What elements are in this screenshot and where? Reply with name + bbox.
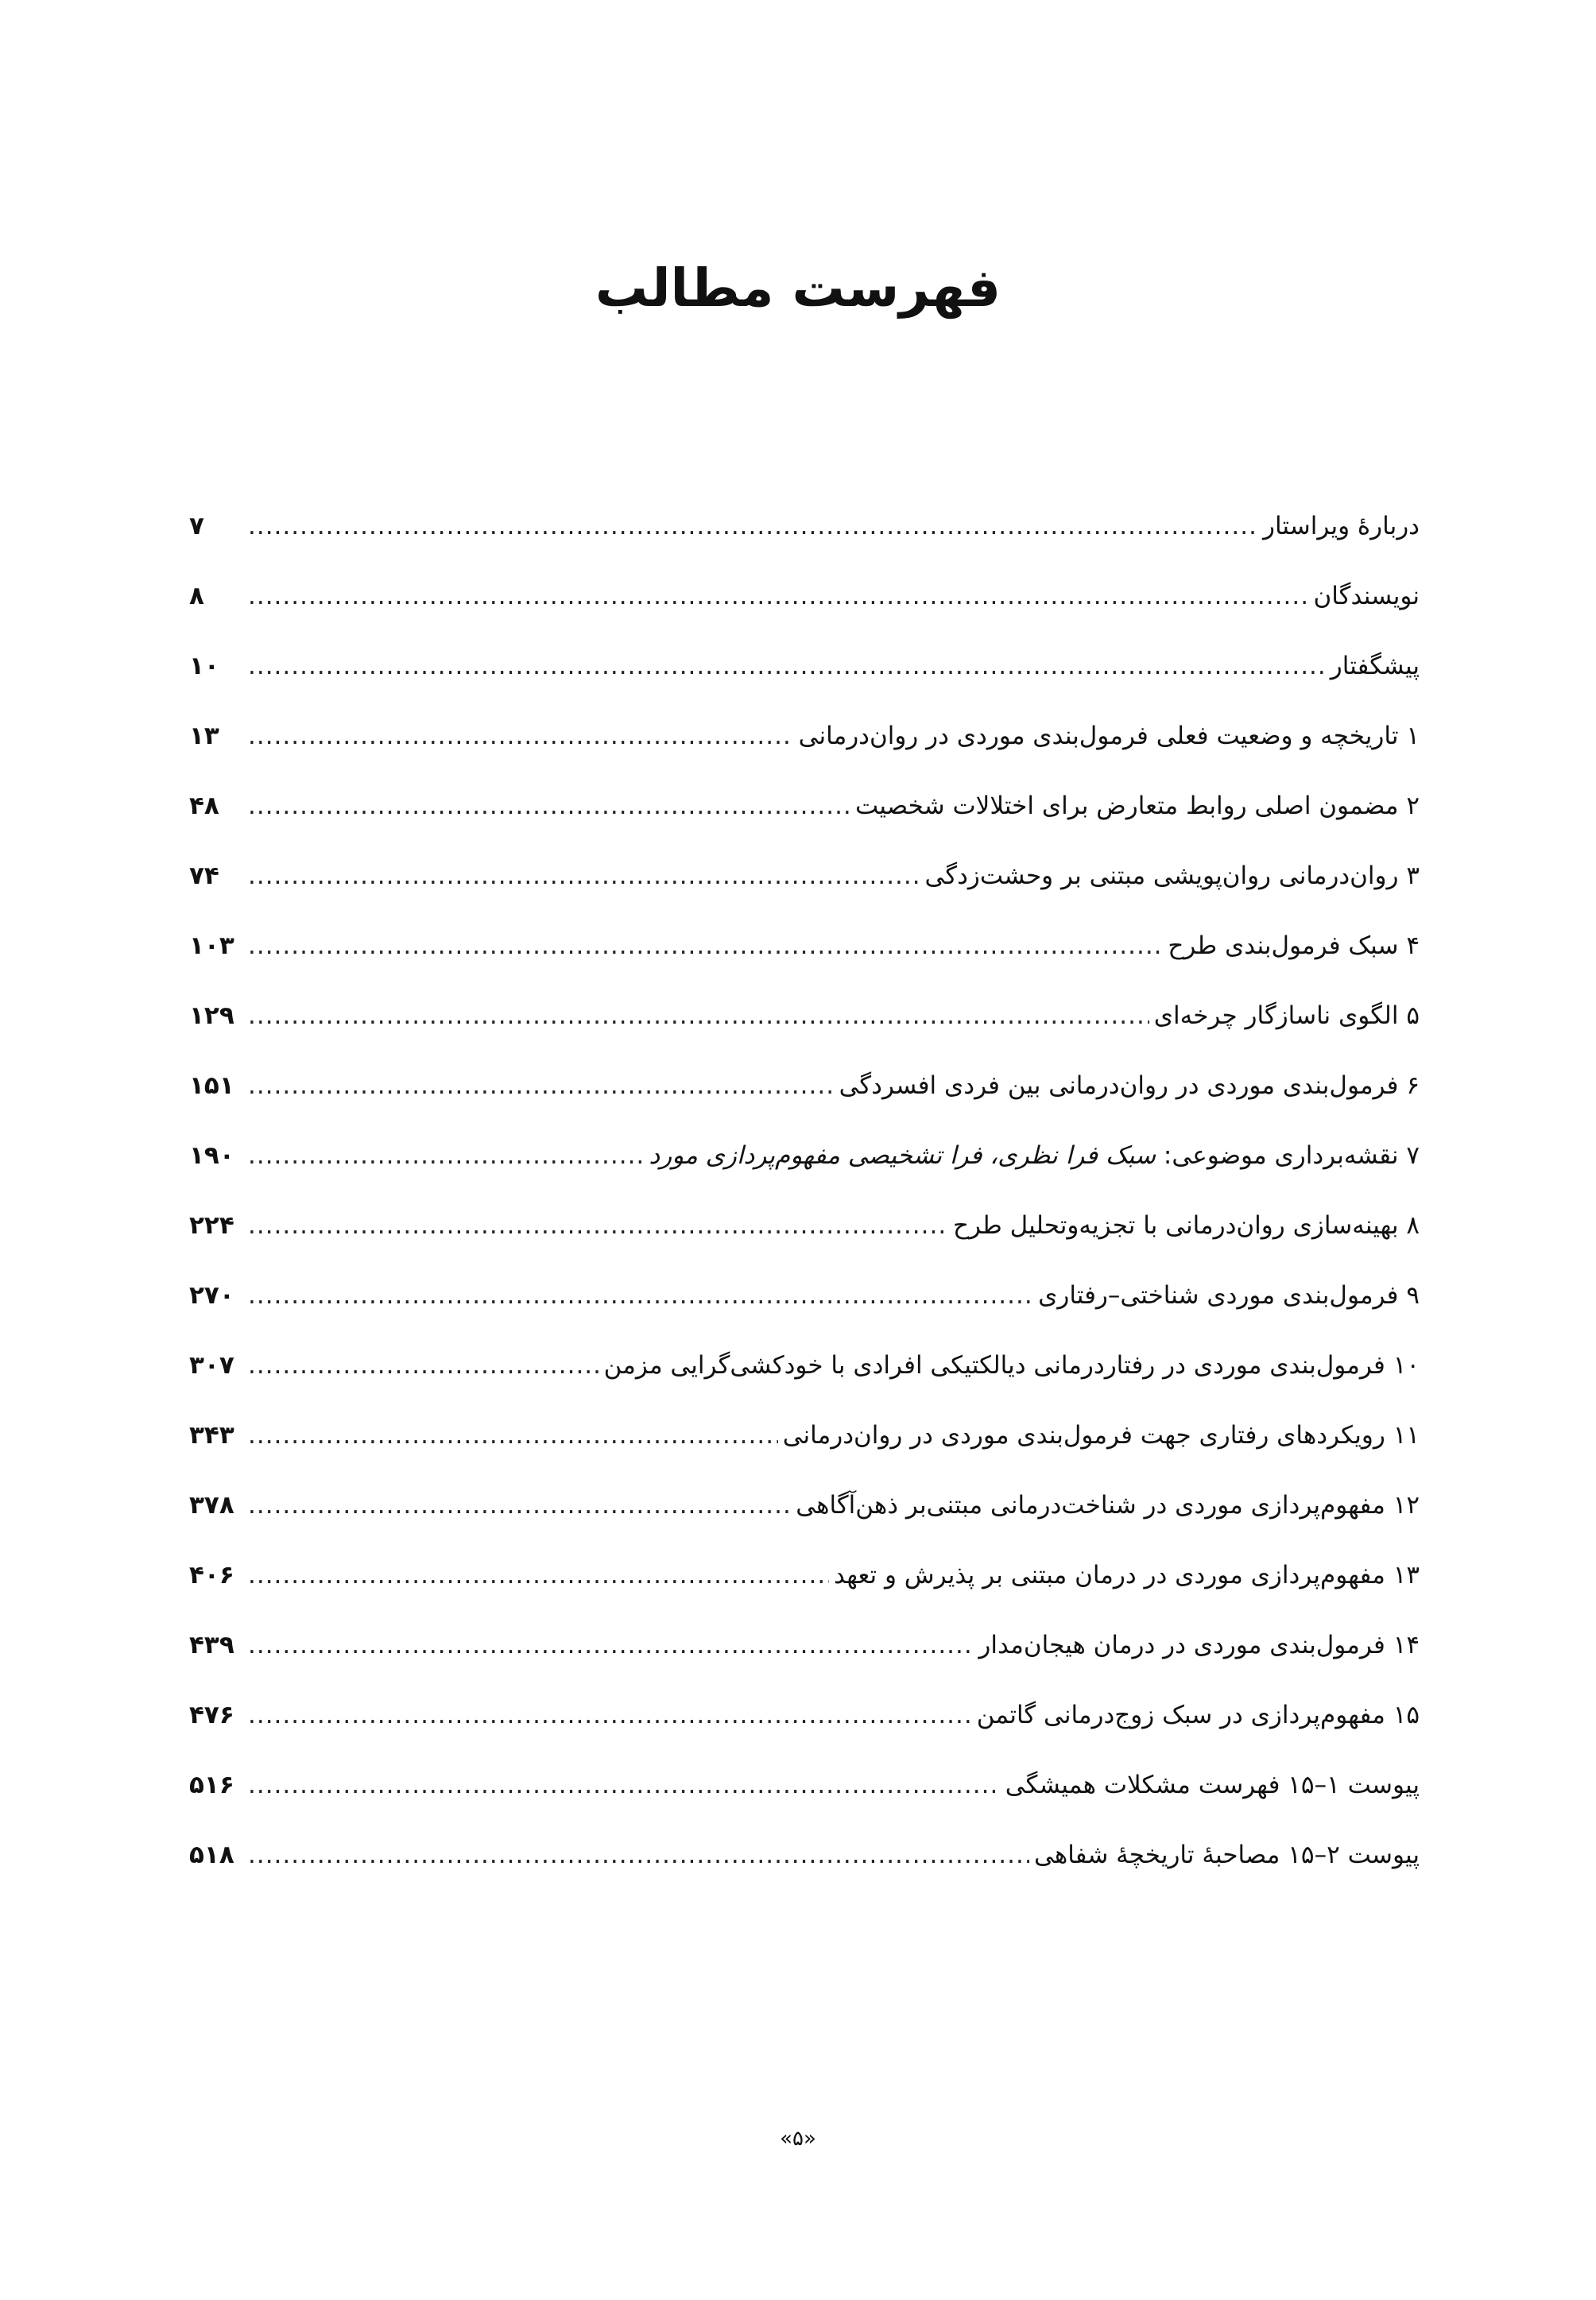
toc-dot-leader <box>248 1470 791 1540</box>
toc-entry-title-text: ۸ بهینه‌سازی روان‌درمانی با تجزیه‌وتحلیل طرح <box>953 1211 1420 1240</box>
toc-dot-leader <box>248 701 794 771</box>
page-number: «۵» <box>780 2127 816 2151</box>
toc-entry-title <box>972 1680 1420 1750</box>
toc-entry-page: ۴۸ <box>189 792 219 820</box>
toc-entry <box>189 491 1420 561</box>
toc-dot-leader <box>248 1680 972 1750</box>
toc-dot-leader <box>248 841 920 911</box>
toc-entry-title-text: ۶ فرمول‌بندی موردی در روان‌درمانی بین فردی افسردگی <box>839 1071 1420 1100</box>
toc-entry-title-text: پیشگفتار <box>1330 652 1420 680</box>
toc-entry <box>189 1540 1420 1610</box>
toc-entry-page: ۱۲۹ <box>189 1001 234 1030</box>
toc-entry-title <box>599 1330 1420 1400</box>
toc-entry <box>189 701 1420 771</box>
toc-entry <box>189 1051 1420 1121</box>
toc-entry-page: ۱۹۰ <box>189 1141 234 1170</box>
toc-entry-page: ۴۳۹ <box>189 1631 234 1659</box>
toc-entry-title <box>791 1470 1420 1540</box>
toc-entry-title <box>1033 1260 1420 1330</box>
toc-entry-title <box>835 1051 1420 1121</box>
toc-entry <box>189 1680 1420 1750</box>
toc-entry-page: ۷۴ <box>189 862 219 890</box>
toc-entry <box>189 1750 1420 1820</box>
toc-entry-page: ۵۱۸ <box>189 1841 234 1869</box>
toc-entry <box>189 981 1420 1051</box>
toc-entry-page: ۵۱۶ <box>189 1771 234 1799</box>
toc-dot-leader <box>248 1260 1033 1330</box>
toc-entry-title-text: ۳ روان‌درمانی روان‌پویشی مبتنی بر وحشت‌زدگی <box>924 862 1420 890</box>
toc-entry-title <box>778 1400 1420 1470</box>
toc-entry-title-italic: سبک فرا نظری، فرا تشخیصی مفهوم‌پردازی مورد <box>649 1141 1156 1170</box>
table-of-contents <box>189 491 1420 1890</box>
toc-entry-title-text: ۱۱ رویکردهای رفتاری جهت فرمول‌بندی موردی در روان‌درمانی <box>782 1421 1420 1450</box>
toc-entry-title-text: نویسندگان <box>1313 582 1420 610</box>
toc-entry <box>189 1191 1420 1260</box>
toc-dot-leader <box>248 1820 1029 1890</box>
toc-entry-title-text: پیوست ۲–۱۵ مصاحبۀ تاریخچۀ شفاهی <box>1034 1841 1420 1869</box>
toc-dot-leader <box>248 631 1326 701</box>
toc-entry-title-text: ۱۲ مفهوم‌پردازی موردی در شناخت‌درمانی مبتنی‌بر ذهن‌آگاهی <box>796 1491 1420 1520</box>
toc-entry <box>189 771 1420 841</box>
toc-entry-title <box>850 771 1420 841</box>
toc-entry-page: ۴۰۶ <box>189 1561 234 1589</box>
toc-dot-leader <box>248 1610 974 1680</box>
toc-entry-title <box>829 1540 1420 1610</box>
toc-dot-leader <box>248 561 1308 631</box>
toc-entry-page: ۲۲۴ <box>189 1211 234 1240</box>
page-title: فهرست مطالب <box>595 257 1001 319</box>
toc-dot-leader <box>248 1540 829 1610</box>
toc-entry-page: ۱۵۱ <box>189 1071 234 1100</box>
toc-entry-title-text: ۱۴ فرمول‌بندی موردی در درمان هیجان‌مدار <box>978 1631 1420 1659</box>
toc-entry-page: ۳۰۷ <box>189 1351 234 1380</box>
toc-entry-page: ۸ <box>189 582 204 610</box>
toc-entry-page: ۳۷۸ <box>189 1491 234 1520</box>
toc-entry <box>189 631 1420 701</box>
toc-dot-leader <box>248 771 850 841</box>
toc-entry-title-text: ۷ نقشه‌برداری موضوعی: <box>1156 1141 1420 1170</box>
toc-entry <box>189 911 1420 981</box>
toc-dot-leader <box>248 1121 644 1191</box>
toc-dot-leader <box>248 981 1149 1051</box>
toc-entry-title-text: دربارۀ ویراستار <box>1263 512 1420 540</box>
toc-dot-leader <box>248 1750 1001 1820</box>
toc-entry-title <box>948 1191 1420 1260</box>
toc-entry-title-text: ۱ تاریخچه و وضعیت فعلی فرمول‌بندی موردی در روان‌درمانی <box>798 722 1420 750</box>
toc-entry-title <box>1326 631 1420 701</box>
toc-entry-title-text: ۲ مضمون اصلی روابط متعارض برای اختلالات شخصیت <box>854 792 1420 820</box>
toc-entry <box>189 1820 1420 1890</box>
toc-entry <box>189 1121 1420 1191</box>
toc-entry-page: ۱۳ <box>189 722 219 750</box>
toc-entry-page: ۴۷۶ <box>189 1701 234 1729</box>
toc-entry <box>189 1260 1420 1330</box>
toc-entry-page: ۱۰۳ <box>189 931 234 960</box>
toc-entry-title <box>1308 561 1420 631</box>
toc-entry <box>189 1610 1420 1680</box>
toc-entry-title-text: پیوست ۱–۱۵ فهرست مشکلات همیشگی <box>1005 1771 1420 1799</box>
toc-entry-title <box>920 841 1420 911</box>
toc-entry-page: ۱۰ <box>189 652 219 680</box>
toc-entry-title <box>1163 911 1420 981</box>
toc-entry <box>189 1470 1420 1540</box>
toc-entry <box>189 841 1420 911</box>
toc-entry-title <box>1149 981 1420 1051</box>
toc-entry-title <box>974 1610 1420 1680</box>
toc-entry-title <box>1029 1820 1420 1890</box>
toc-entry <box>189 1330 1420 1400</box>
toc-entry-title <box>794 701 1420 771</box>
toc-entry <box>189 561 1420 631</box>
toc-entry-title-text: ۹ فرمول‌بندی موردی شناختی–رفتاری <box>1038 1281 1420 1310</box>
toc-entry-page: ۳۴۳ <box>189 1421 234 1450</box>
toc-entry-title-text: ۱۵ مفهوم‌پردازی در سبک زوج‌درمانی گاتمن <box>976 1701 1420 1729</box>
toc-entry-title-text: ۵ الگوی ناسازگار چرخه‌ای <box>1153 1001 1420 1030</box>
toc-entry <box>189 1400 1420 1470</box>
toc-entry-title <box>644 1121 1420 1191</box>
toc-entry-title-text: ۱۰ فرمول‌بندی موردی در رفتاردرمانی دیالکتیکی افرادی با خودکشی‌گرایی مزمن <box>603 1351 1420 1380</box>
toc-entry-page: ۲۷۰ <box>189 1281 234 1310</box>
toc-dot-leader <box>248 1330 599 1400</box>
toc-entry-title-text: ۴ سبک فرمول‌بندی طرح <box>1168 931 1420 960</box>
toc-dot-leader <box>248 1051 835 1121</box>
toc-entry-title <box>1001 1750 1420 1820</box>
toc-dot-leader <box>248 491 1258 561</box>
toc-dot-leader <box>248 1400 778 1470</box>
toc-entry-title <box>1258 491 1420 561</box>
toc-entry-page: ۷ <box>189 512 204 540</box>
toc-dot-leader <box>248 1191 948 1260</box>
toc-dot-leader <box>248 911 1163 981</box>
toc-entry-title-text: ۱۳ مفهوم‌پردازی موردی در درمان مبتنی بر پذیرش و تعهد <box>833 1561 1420 1589</box>
